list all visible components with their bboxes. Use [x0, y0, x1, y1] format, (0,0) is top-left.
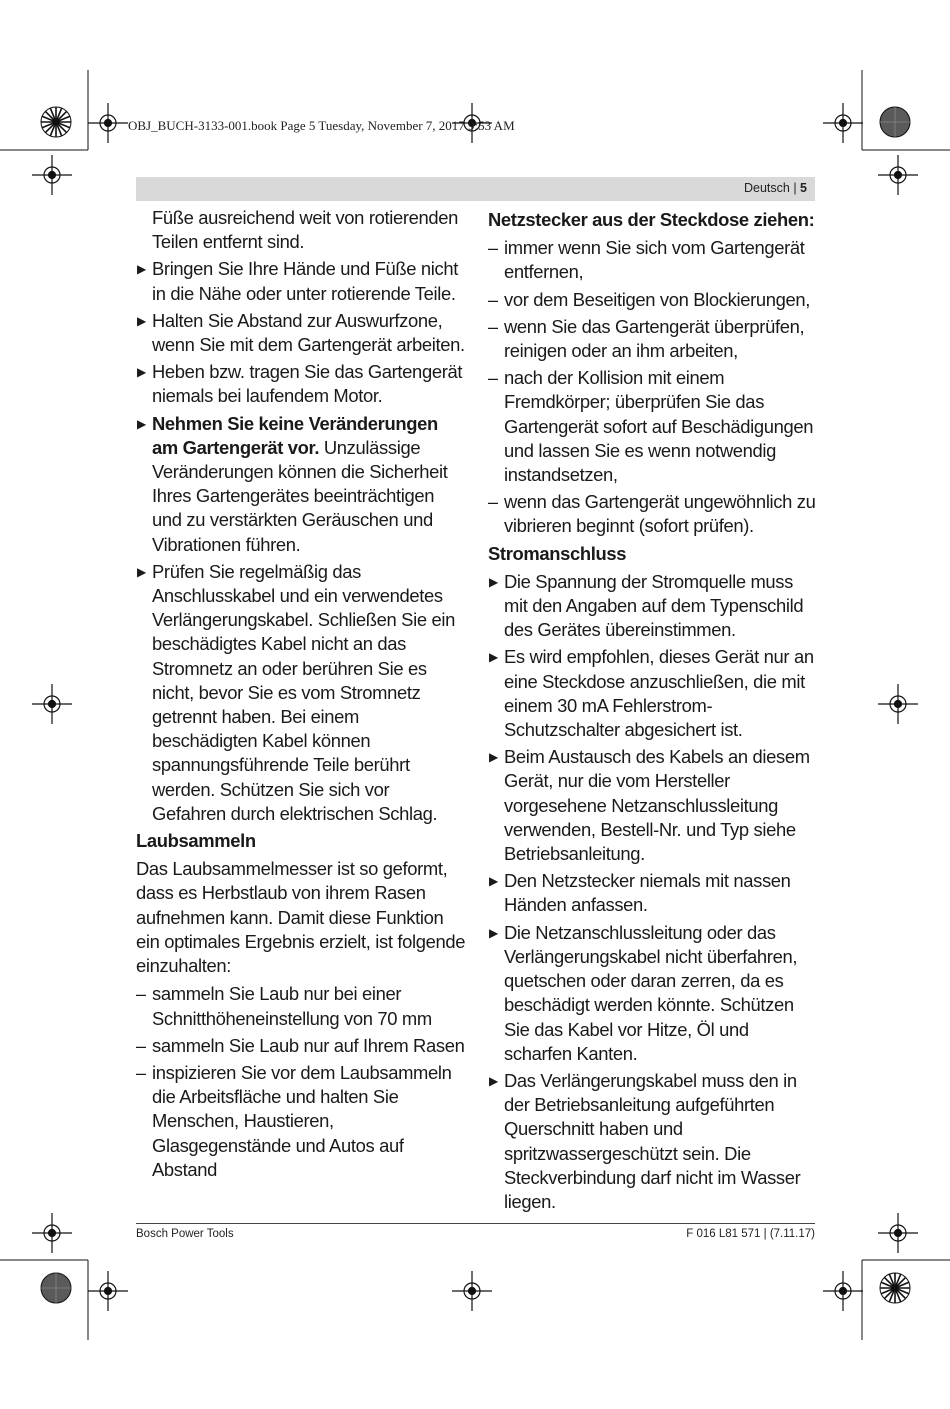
list-item-text: Es wird empfohlen, dieses Gerät nur an eine Steckdose anzuschließen, die mit einem 30 mA Fehlerstrom-Schutzschalter abgesichert ist.	[504, 646, 814, 741]
dash-item-text: immer wenn Sie sich vom Gartengerät entfernen,	[504, 237, 805, 283]
list-item-text: Das Verlängerungskabel muss den in der Betriebsanleitung aufgeführten Querschnitt haben und spritzwassergeschützt sein. Die Steckverbindung darf nicht im Wasser liegen.	[504, 1069, 801, 1212]
list-item	[488, 645, 818, 742]
dash-item-text: nach der Kollision mit einem Fremdkörper; überprüfen Sie das Gartengerät sofort auf Beschädigungen und lassen Sie es wenn notwendig instandsetzen,	[504, 367, 814, 486]
dash-item-text: vor dem Beseitigen von Blockierungen,	[504, 288, 811, 310]
list-item	[488, 745, 818, 866]
list-item	[136, 257, 466, 305]
bullet-marker: ▶	[489, 574, 498, 589]
dash-item-text: wenn Sie das Gartengerät überprüfen, reinigen oder an ihm arbeiten,	[504, 315, 805, 362]
section-heading-laubsammeln: Laubsammeln	[136, 830, 256, 852]
header-language: Deutsch	[743, 181, 790, 195]
list-item-cable-check	[136, 560, 466, 826]
header-label	[744, 181, 807, 195]
footer-rule	[136, 1223, 815, 1224]
header-separator: |	[789, 181, 801, 195]
dash-list-item	[488, 490, 818, 538]
book-file-info: OBJ_BUCH-3133-001.book Page 5 Tuesday, November 7, 2017 9:53 AM	[128, 118, 515, 133]
bullet-marker: ▶	[137, 262, 146, 277]
right-column	[488, 206, 818, 1217]
list-item-text: Den Netzstecker niemals mit nassen Händen anfassen.	[504, 870, 791, 916]
dash-marker: –	[488, 368, 498, 389]
dash-marker: –	[488, 492, 498, 513]
dash-list-item	[136, 1061, 466, 1182]
dash-item-text: wenn das Gartengerät ungewöhnlich zu vibrieren beginnt (sofort prüfen).	[504, 491, 816, 537]
bullet-marker: ▶	[137, 365, 146, 380]
dash-list-item	[136, 982, 466, 1030]
dash-list-item	[488, 366, 818, 487]
footer-brand: Bosch Power Tools	[136, 1228, 234, 1240]
list-item-text: Die Spannung der Stromquelle muss mit den Angaben auf dem Typenschild des Gerätes übereinstimmen.	[504, 570, 804, 641]
dash-list-item	[488, 315, 818, 363]
dash-marker: –	[136, 1062, 146, 1083]
list-item	[488, 1069, 818, 1214]
list-item	[136, 360, 466, 408]
dash-item-text: inspizieren Sie vor dem Laubsammeln die Arbeitsfläche und halten Sie Menschen, Haustieren, Glasgegenstände und Autos auf Abstand	[152, 1061, 452, 1180]
list-item-text: Bringen Sie Ihre Hände und Füße nicht in die Nähe oder unter rotierende Teile.	[152, 258, 459, 304]
list-item	[488, 921, 818, 1066]
list-item	[488, 869, 818, 917]
left-column	[136, 206, 466, 1185]
dash-item-text: sammeln Sie Laub nur bei einer Schnitthöheneinstellung von 70 mm	[152, 983, 432, 1029]
footer-doc-number: F 016 L81 571 | (7.11.17)	[686, 1228, 815, 1240]
dash-marker: –	[488, 316, 498, 337]
section-heading-netzstecker: Netzstecker aus der Steckdose ziehen:	[488, 209, 815, 230]
page-number: 5	[800, 181, 807, 195]
bullet-marker: ▶	[489, 650, 498, 665]
dash-list-item	[136, 1034, 466, 1058]
dash-marker: –	[488, 289, 498, 310]
list-item-text: Beim Austausch des Kabels an diesem Gerät, nur die vom Hersteller vorgesehene Netzanschlussleitung verwenden, Bestell-Nr. und Typ siehe Betriebsanleitung.	[504, 746, 810, 865]
list-item	[488, 570, 818, 643]
list-item-text: Die Netzanschlussleitung oder das Verlängerungskabel nicht überfahren, quetschen oder daran zerren, da es beschädigt werden könnte. Schützen Sie das Kabel vor Hitze, Öl und scharfen Kanten.	[504, 921, 798, 1064]
list-item	[136, 309, 466, 357]
list-item-text: Unzulässige Veränderungen können die Sicherheit Ihres Gartengerätes beeinträchtigen und zu verstärkten Geräuschen und Vibrationen führen.	[152, 436, 448, 555]
list-item-text: Prüfen Sie regelmäßig das Anschlusskabel und ein verwendetes Verlängerungskabel. Schließen Sie ein beschädigtes Kabel nicht an das Stromnetz an oder berühren Sie es nicht, bevor Sie es vom Stromnetz getrennt haben. Bei einem beschädigten Kabel können spannungsführende Teile berührt werden. Schützen Sie sich vor Gefahren durch elektrischen Schlag.	[152, 560, 455, 824]
list-item-text: Halten Sie Abstand zur Auswurfzone, wenn Sie mit dem Gartengerät arbeiten.	[152, 309, 465, 356]
list-item-modifications	[136, 412, 466, 557]
dash-marker: –	[488, 238, 498, 259]
bullet-marker: ▶	[137, 313, 146, 328]
bullet-marker: ▶	[489, 1073, 498, 1088]
page-header	[136, 177, 815, 201]
continuation-text: Füße ausreichend weit von rotierenden Teilen entfernt sind.	[152, 207, 459, 253]
bullet-marker: ▶	[489, 874, 498, 889]
dash-list-item	[488, 236, 818, 284]
dash-marker: –	[136, 984, 146, 1005]
dash-item-text: sammeln Sie Laub nur auf Ihrem Rasen	[152, 1034, 465, 1056]
list-item-text: Heben bzw. tragen Sie das Gartengerät niemals bei laufendem Motor.	[152, 361, 463, 407]
section-paragraph: Das Laubsammelmesser ist so geformt, dass es Herbstlaub von ihrem Rasen aufnehmen kann. Damit diese Funktion ein optimales Ergebnis erzielt, ist folgende einzuhalten:	[136, 858, 466, 977]
bullet-marker: ▶	[137, 416, 146, 431]
bullet-marker: ▶	[489, 750, 498, 765]
bullet-marker: ▶	[137, 564, 146, 579]
section-heading-stromanschluss: Stromanschluss	[488, 542, 627, 564]
dash-list-item	[488, 288, 818, 312]
bullet-marker: ▶	[489, 925, 498, 940]
list-item-bold-lead: Nehmen Sie keine Veränderungen am Gartengerät vor.	[152, 412, 438, 458]
dash-marker: –	[136, 1035, 146, 1056]
